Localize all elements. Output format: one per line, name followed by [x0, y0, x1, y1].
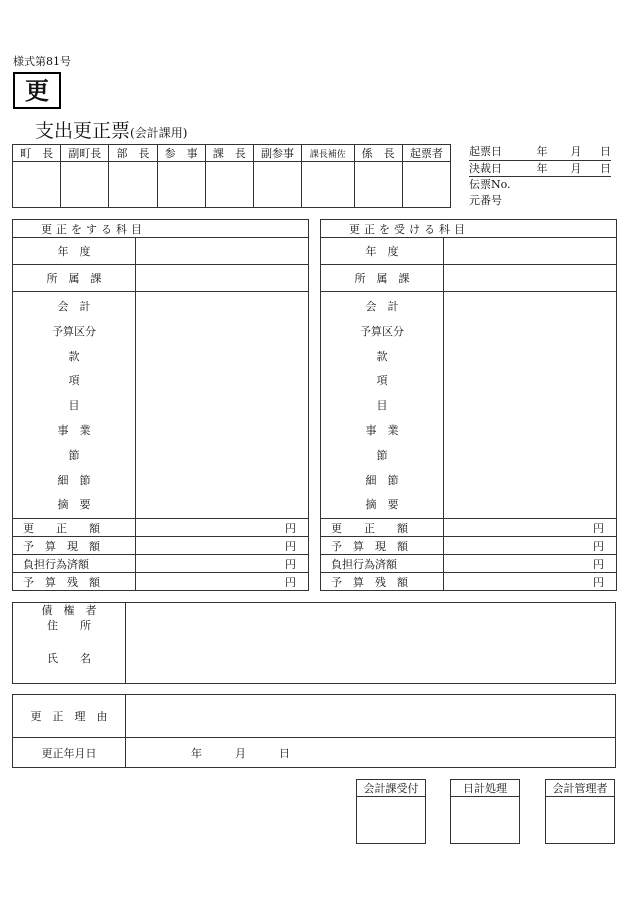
approval-header: 副町長	[61, 145, 109, 162]
tekiyo-label: 摘 要	[57, 498, 91, 512]
side-info	[469, 144, 611, 208]
approval-stamp-cell[interactable]	[205, 162, 253, 208]
kousei-gaku-label: 更 正 額	[13, 519, 136, 537]
setsu-label: 節	[68, 448, 80, 462]
futan-koi-field[interactable]: 円	[444, 555, 617, 573]
approval-stamp-cell[interactable]	[302, 162, 354, 208]
right-subject-table	[320, 219, 617, 591]
approval-stamp-cell[interactable]	[402, 162, 450, 208]
stamp-cell[interactable]	[451, 797, 520, 844]
creditor-labels	[13, 603, 126, 684]
form-type-mark: 更	[13, 72, 61, 109]
reason-label: 更 正 理 由	[13, 695, 126, 738]
saisetsu-label: 細 節	[365, 473, 399, 487]
shozoku-label: 所 属 課	[13, 265, 136, 292]
nendo-label: 年 度	[321, 238, 444, 265]
approval-header: 町 長	[13, 145, 61, 162]
denpyo-row[interactable]	[469, 177, 611, 193]
approval-stamp-cell[interactable]	[13, 162, 61, 208]
moto-label: 元番号	[469, 193, 502, 207]
creditor-field[interactable]	[126, 603, 616, 684]
month-label: 月	[570, 145, 582, 158]
nendo-field[interactable]	[136, 238, 309, 265]
stamp-box-manager	[545, 779, 615, 844]
creditor-table	[12, 602, 616, 684]
yosan-kubun-label: 予算区分	[360, 324, 404, 338]
creditor-title: 債 権 者	[41, 604, 97, 617]
right-subject-header: 更正を受ける科目	[321, 220, 617, 238]
kessai-label: 決裁日	[469, 161, 502, 175]
name-label: 氏 名	[47, 652, 91, 665]
futan-koi-label: 負担行為済額	[321, 555, 444, 573]
yosan-gengaku-label: 予 算 現 額	[321, 537, 444, 555]
shozoku-field[interactable]	[136, 265, 309, 292]
approval-header: 課 長	[205, 145, 253, 162]
title-sub: (会計課用)	[130, 126, 188, 140]
approval-stamp-cell[interactable]	[61, 162, 109, 208]
futan-koi-field[interactable]: 円	[136, 555, 309, 573]
approval-header: 副参事	[253, 145, 301, 162]
yosan-zangaku-label: 予 算 残 額	[321, 573, 444, 591]
kousei-gaku-field[interactable]: 円	[136, 519, 309, 537]
approval-stamp-cell[interactable]	[354, 162, 402, 208]
form-number: 様式第81号	[13, 55, 71, 68]
reason-field[interactable]	[126, 695, 616, 738]
moto-row[interactable]	[469, 193, 611, 209]
date-label: 更正年月日	[13, 738, 126, 768]
kaikei-label: 会 計	[365, 300, 399, 313]
date-field[interactable]: 年 月 日	[126, 738, 616, 768]
stamp-label: 会計管理者	[546, 780, 615, 797]
approval-header: 参 事	[157, 145, 205, 162]
kou-label: 項	[376, 374, 388, 388]
approval-header: 起票者	[402, 145, 450, 162]
tekiyo-label: 摘 要	[365, 498, 399, 512]
stamp-cell[interactable]	[546, 797, 615, 844]
kihyo-date-row[interactable]	[469, 144, 611, 161]
approval-stamp-cell[interactable]	[157, 162, 205, 208]
kan-label: 款	[376, 349, 388, 363]
yosan-zangaku-field[interactable]: 円	[444, 573, 617, 591]
kihyo-label: 起票日	[469, 145, 502, 158]
kessai-date-row[interactable]	[469, 161, 611, 178]
yosan-zangaku-field[interactable]: 円	[136, 573, 309, 591]
yosan-zangaku-label: 予 算 残 額	[13, 573, 136, 591]
stamp-label: 日計処理	[451, 780, 520, 797]
left-subject-table	[12, 219, 309, 591]
denpyo-label: 伝票No.	[469, 178, 511, 191]
setsu-label: 節	[376, 448, 388, 462]
approval-header: 部 長	[109, 145, 157, 162]
nendo-field[interactable]	[444, 238, 617, 265]
kousei-gaku-label: 更 正 額	[321, 519, 444, 537]
year-label: 年	[536, 145, 548, 158]
year-label: 年	[536, 161, 548, 175]
stamp-cell[interactable]	[357, 797, 426, 844]
subject-group-field[interactable]	[136, 292, 309, 519]
kousei-gaku-field[interactable]: 円	[444, 519, 617, 537]
approval-stamp-cell[interactable]	[253, 162, 301, 208]
yosan-gengaku-field[interactable]: 円	[136, 537, 309, 555]
month-label: 月	[570, 161, 582, 175]
nendo-label: 年 度	[13, 238, 136, 265]
jigyo-label: 事 業	[57, 423, 91, 437]
yosan-gengaku-label: 予 算 現 額	[13, 537, 136, 555]
jigyo-label: 事 業	[365, 423, 399, 437]
kan-label: 款	[68, 349, 80, 363]
stamp-label: 会計課受付	[357, 780, 426, 797]
subject-group-labels	[13, 292, 136, 519]
address-label: 住 所	[47, 619, 91, 632]
shozoku-label: 所 属 課	[321, 265, 444, 292]
approval-header: 係 長	[354, 145, 402, 162]
left-subject-header: 更正をする科目	[13, 220, 309, 238]
moku-label: 目	[68, 399, 80, 413]
stamp-box-daily	[450, 779, 520, 844]
kaikei-label: 会 計	[57, 300, 91, 313]
stamp-box-receipt	[356, 779, 426, 844]
title-main: 支出更正票	[35, 120, 131, 142]
page-title	[35, 116, 187, 143]
yosan-gengaku-field[interactable]: 円	[444, 537, 617, 555]
futan-koi-label: 負担行為済額	[13, 555, 136, 573]
subject-group-field[interactable]	[444, 292, 617, 519]
approval-header: 課長補佐	[302, 145, 354, 162]
moku-label: 目	[376, 399, 388, 413]
saisetsu-label: 細 節	[57, 473, 91, 487]
kou-label: 項	[68, 374, 80, 388]
approval-table	[12, 144, 451, 208]
day-label: 日	[600, 145, 611, 158]
reason-table	[12, 694, 616, 768]
day-label: 日	[600, 161, 611, 175]
shozoku-field[interactable]	[444, 265, 617, 292]
approval-stamp-cell[interactable]	[109, 162, 157, 208]
yosan-kubun-label: 予算区分	[52, 324, 96, 338]
subject-group-labels	[321, 292, 444, 519]
